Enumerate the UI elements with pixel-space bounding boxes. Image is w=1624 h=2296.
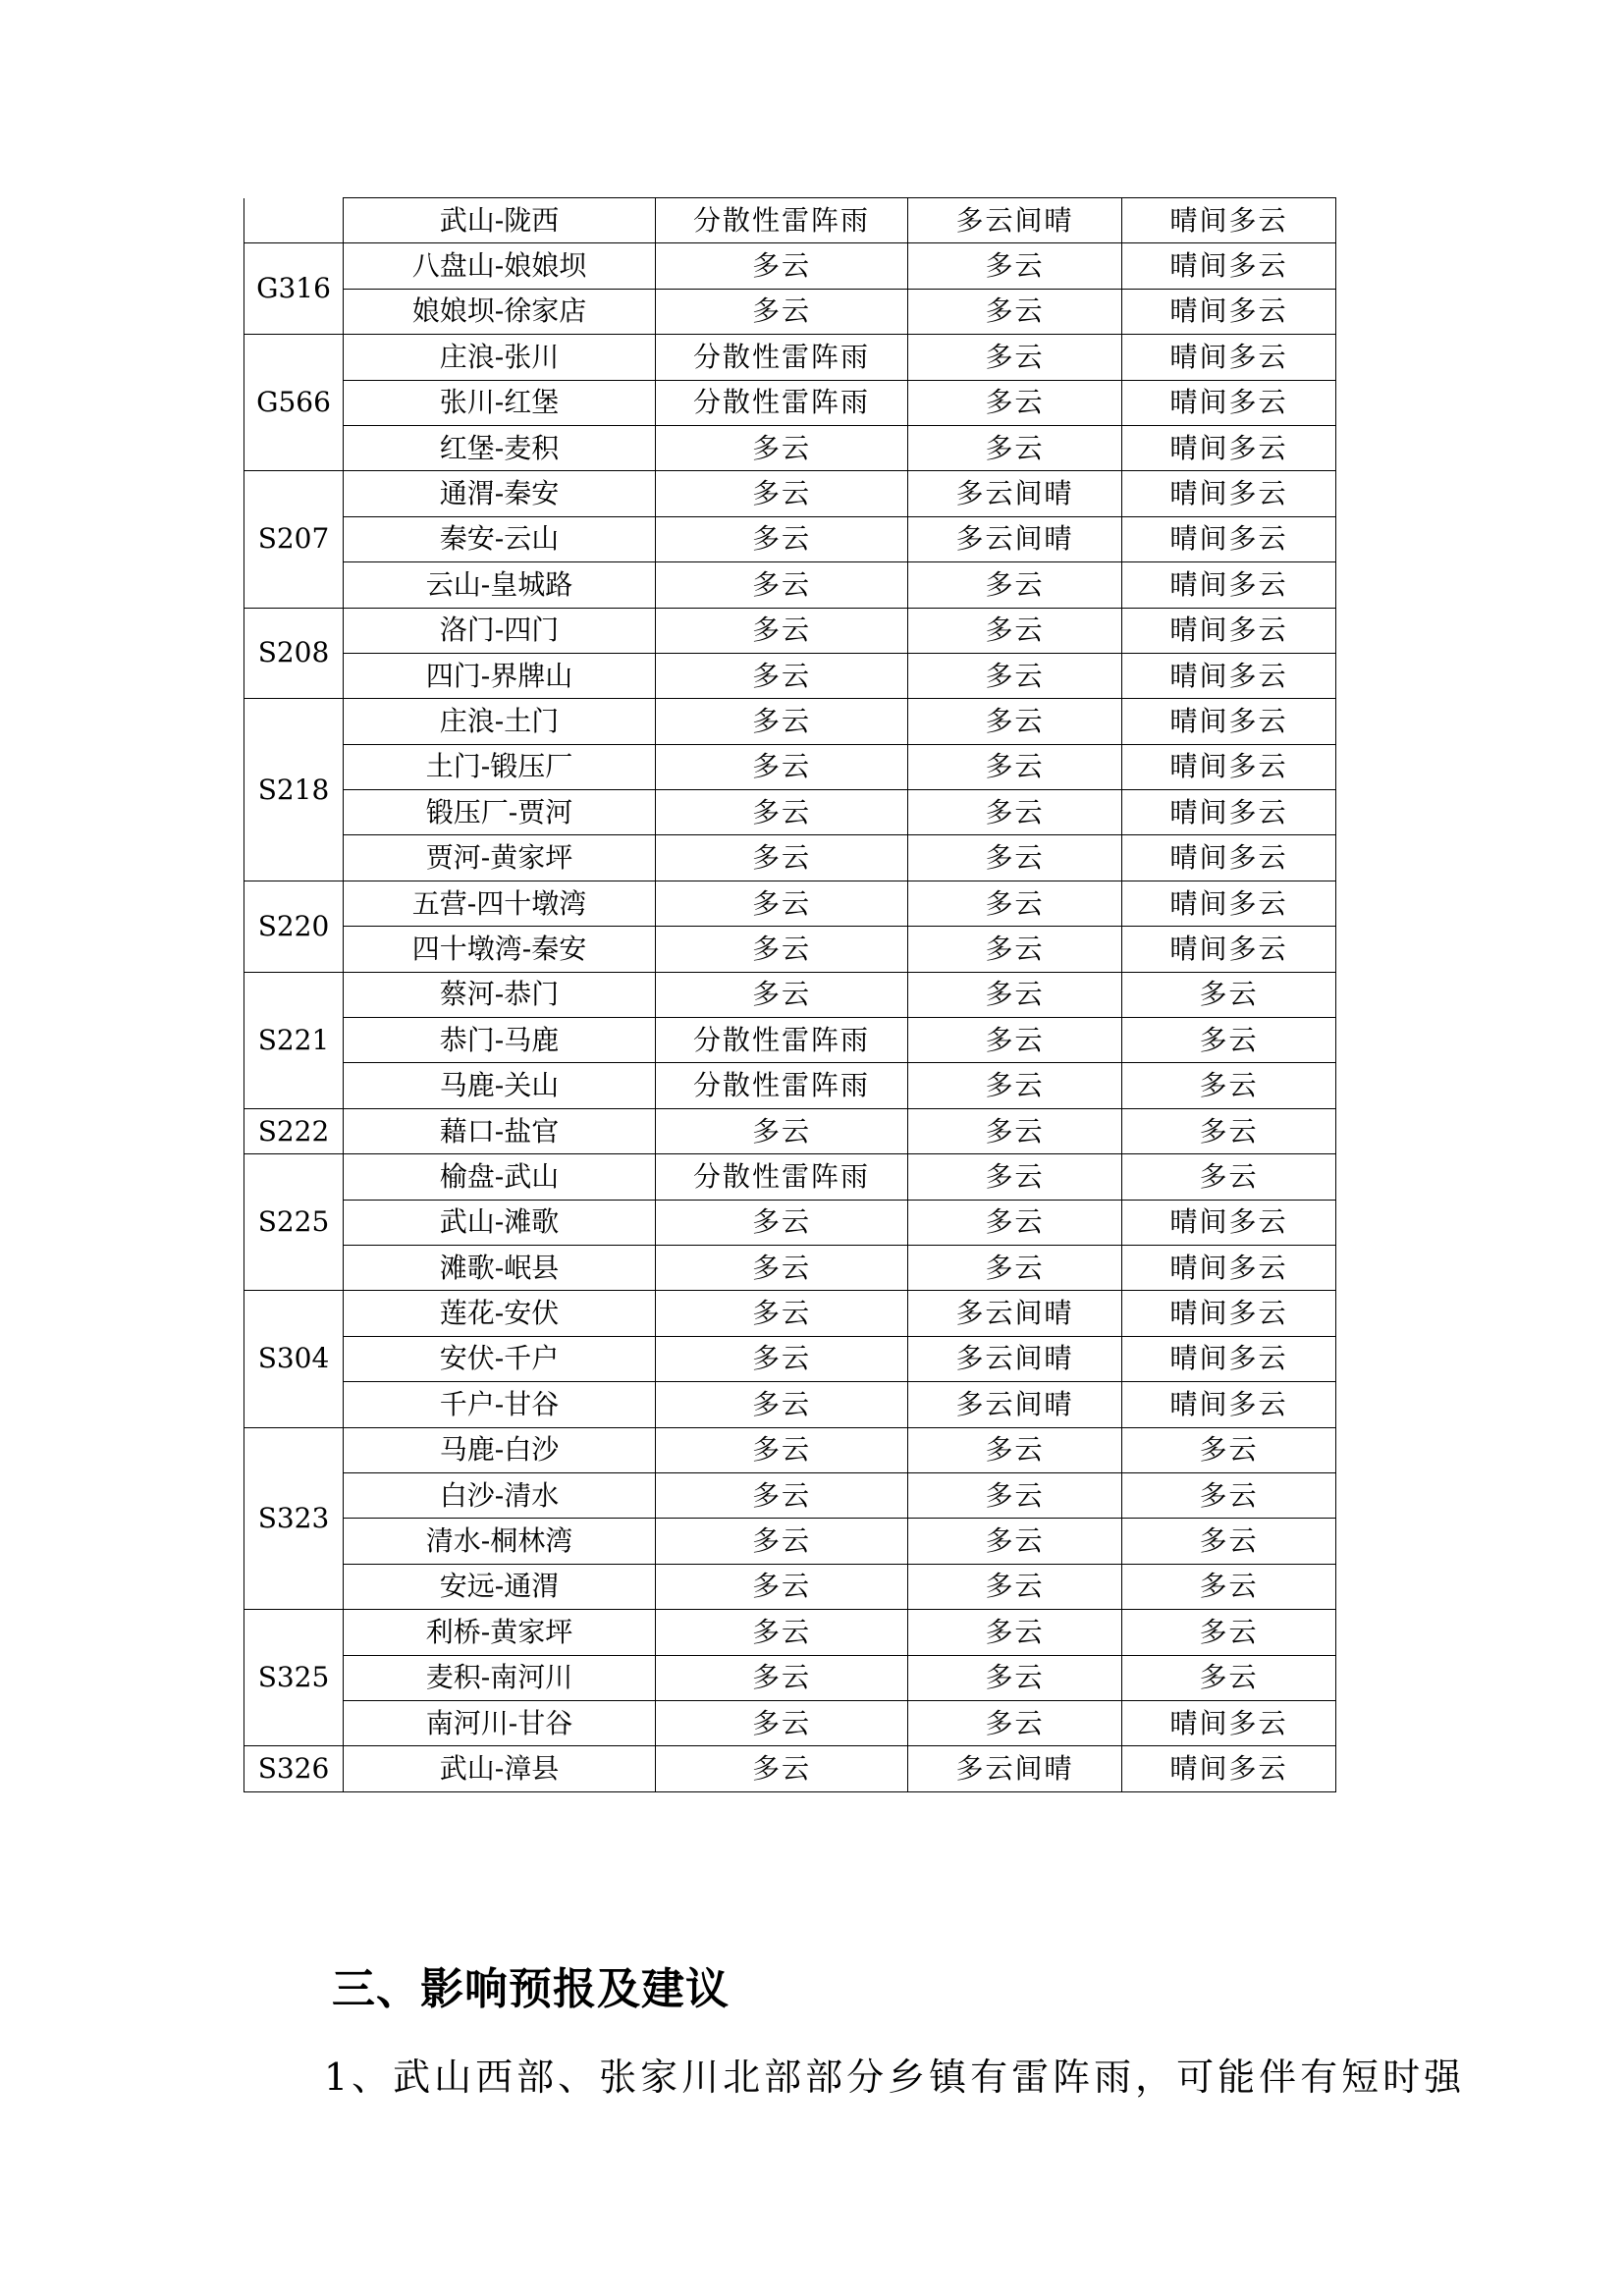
forecast-d3-cell: 晴间多云 bbox=[1122, 289, 1336, 334]
road-code-cell: S218 bbox=[244, 699, 344, 881]
road-segment-cell: 利桥-黄家坪 bbox=[344, 1610, 656, 1655]
road-segment-cell: 武山-漳县 bbox=[344, 1746, 656, 1791]
forecast-d2-cell: 多云 bbox=[908, 1519, 1122, 1564]
road-code-cell: S323 bbox=[244, 1427, 344, 1610]
forecast-d3-cell: 多云 bbox=[1122, 1472, 1336, 1518]
forecast-d2-cell: 多云 bbox=[908, 1610, 1122, 1655]
forecast-d3-cell: 晴间多云 bbox=[1122, 835, 1336, 881]
road-segment-cell: 云山-皇城路 bbox=[344, 562, 656, 608]
forecast-d1-cell: 多云 bbox=[656, 653, 908, 698]
forecast-d2-cell: 多云 bbox=[908, 653, 1122, 698]
table-row bbox=[244, 1655, 1336, 1700]
forecast-d1-cell: 多云 bbox=[656, 835, 908, 881]
forecast-d3-cell: 晴间多云 bbox=[1122, 425, 1336, 470]
road-segment-cell: 八盘山-娘娘坝 bbox=[344, 243, 656, 289]
forecast-d1-cell: 多云 bbox=[656, 516, 908, 561]
forecast-d1-cell: 多云 bbox=[656, 243, 908, 289]
road-segment-cell: 马鹿-白沙 bbox=[344, 1427, 656, 1472]
forecast-d1-cell: 多云 bbox=[656, 1108, 908, 1153]
forecast-d1-cell: 多云 bbox=[656, 1336, 908, 1381]
forecast-d2-cell: 多云 bbox=[908, 562, 1122, 608]
road-segment-cell: 滩歌-岷县 bbox=[344, 1245, 656, 1290]
road-code-cell: S222 bbox=[244, 1108, 344, 1153]
forecast-d2-cell: 多云 bbox=[908, 1108, 1122, 1153]
forecast-d3-cell: 晴间多云 bbox=[1122, 198, 1336, 243]
forecast-d3-cell: 晴间多云 bbox=[1122, 927, 1336, 972]
road-segment-cell: 锻压厂-贾河 bbox=[344, 790, 656, 835]
forecast-d3-cell: 多云 bbox=[1122, 1610, 1336, 1655]
road-code-cell: S220 bbox=[244, 881, 344, 972]
table-row bbox=[244, 1700, 1336, 1745]
forecast-d1-cell: 多云 bbox=[656, 289, 908, 334]
forecast-d2-cell: 多云 bbox=[908, 1700, 1122, 1745]
forecast-d2-cell: 多云 bbox=[908, 1063, 1122, 1108]
forecast-d2-cell: 多云 bbox=[908, 335, 1122, 380]
forecast-d2-cell: 多云 bbox=[908, 1200, 1122, 1245]
forecast-d3-cell: 晴间多云 bbox=[1122, 471, 1336, 516]
road-segment-cell: 通渭-秦安 bbox=[344, 471, 656, 516]
forecast-d3-cell: 多云 bbox=[1122, 1564, 1336, 1609]
forecast-d2-cell: 多云 bbox=[908, 699, 1122, 744]
forecast-d2-cell: 多云 bbox=[908, 1245, 1122, 1290]
forecast-d3-cell: 多云 bbox=[1122, 1018, 1336, 1063]
road-segment-cell: 红堡-麦积 bbox=[344, 425, 656, 470]
table-row bbox=[244, 1200, 1336, 1245]
forecast-d3-cell: 晴间多云 bbox=[1122, 380, 1336, 425]
table-row bbox=[244, 1382, 1336, 1427]
forecast-d1-cell: 多云 bbox=[656, 471, 908, 516]
road-segment-cell: 清水-桐林湾 bbox=[344, 1519, 656, 1564]
forecast-d2-cell: 多云间晴 bbox=[908, 516, 1122, 561]
road-code-cell: S326 bbox=[244, 1746, 344, 1791]
table-row bbox=[244, 198, 1336, 243]
forecast-d1-cell: 分散性雷阵雨 bbox=[656, 335, 908, 380]
forecast-d1-cell: 多云 bbox=[656, 1382, 908, 1427]
table-row bbox=[244, 1336, 1336, 1381]
road-segment-cell: 白沙-清水 bbox=[344, 1472, 656, 1518]
forecast-d3-cell: 多云 bbox=[1122, 1519, 1336, 1564]
road-code-cell: G316 bbox=[244, 243, 344, 335]
forecast-d2-cell: 多云 bbox=[908, 835, 1122, 881]
forecast-d1-cell: 多云 bbox=[656, 425, 908, 470]
forecast-d2-cell: 多云 bbox=[908, 1427, 1122, 1472]
forecast-d3-cell: 晴间多云 bbox=[1122, 1336, 1336, 1381]
forecast-d1-cell: 分散性雷阵雨 bbox=[656, 1063, 908, 1108]
forecast-d3-cell: 多云 bbox=[1122, 1154, 1336, 1200]
road-segment-cell: 安远-通渭 bbox=[344, 1564, 656, 1609]
forecast-d2-cell: 多云 bbox=[908, 1564, 1122, 1609]
forecast-d3-cell: 晴间多云 bbox=[1122, 243, 1336, 289]
table-row bbox=[244, 1610, 1336, 1655]
road-segment-cell: 马鹿-关山 bbox=[344, 1063, 656, 1108]
road-segment-cell: 莲花-安伏 bbox=[344, 1291, 656, 1336]
table-row bbox=[244, 243, 1336, 289]
road-segment-cell: 藉口-盐官 bbox=[344, 1108, 656, 1153]
forecast-d2-cell: 多云 bbox=[908, 608, 1122, 653]
forecast-d1-cell: 多云 bbox=[656, 699, 908, 744]
forecast-d2-cell: 多云间晴 bbox=[908, 198, 1122, 243]
forecast-d2-cell: 多云 bbox=[908, 881, 1122, 926]
table-row bbox=[244, 289, 1336, 334]
forecast-d3-cell: 晴间多云 bbox=[1122, 1200, 1336, 1245]
road-code-cell: S304 bbox=[244, 1291, 344, 1427]
forecast-d1-cell: 多云 bbox=[656, 1472, 908, 1518]
forecast-d2-cell: 多云 bbox=[908, 1655, 1122, 1700]
forecast-d3-cell: 多云 bbox=[1122, 972, 1336, 1017]
road-segment-cell: 四十墩湾-秦安 bbox=[344, 927, 656, 972]
table-row bbox=[244, 972, 1336, 1017]
forecast-d1-cell: 分散性雷阵雨 bbox=[656, 198, 908, 243]
forecast-d3-cell: 多云 bbox=[1122, 1108, 1336, 1153]
table-row bbox=[244, 1746, 1336, 1791]
forecast-d1-cell: 多云 bbox=[656, 608, 908, 653]
forecast-d2-cell: 多云间晴 bbox=[908, 1746, 1122, 1791]
forecast-d1-cell: 多云 bbox=[656, 562, 908, 608]
forecast-d1-cell: 分散性雷阵雨 bbox=[656, 1018, 908, 1063]
forecast-d3-cell: 多云 bbox=[1122, 1063, 1336, 1108]
road-segment-cell: 五营-四十墩湾 bbox=[344, 881, 656, 926]
road-segment-cell: 张川-红堡 bbox=[344, 380, 656, 425]
forecast-d2-cell: 多云间晴 bbox=[908, 1336, 1122, 1381]
table-row bbox=[244, 1154, 1336, 1200]
forecast-d1-cell: 分散性雷阵雨 bbox=[656, 380, 908, 425]
table-row bbox=[244, 699, 1336, 744]
table-row bbox=[244, 1564, 1336, 1609]
forecast-d2-cell: 多云间晴 bbox=[908, 471, 1122, 516]
table-row bbox=[244, 790, 1336, 835]
forecast-d2-cell: 多云 bbox=[908, 1018, 1122, 1063]
table-row bbox=[244, 927, 1336, 972]
forecast-d2-cell: 多云间晴 bbox=[908, 1291, 1122, 1336]
road-segment-cell: 洛门-四门 bbox=[344, 608, 656, 653]
forecast-d1-cell: 多云 bbox=[656, 790, 908, 835]
road-segment-cell: 蔡河-恭门 bbox=[344, 972, 656, 1017]
forecast-d3-cell: 晴间多云 bbox=[1122, 653, 1336, 698]
forecast-d1-cell: 多云 bbox=[656, 881, 908, 926]
forecast-d3-cell: 晴间多云 bbox=[1122, 1382, 1336, 1427]
road-segment-cell: 恭门-马鹿 bbox=[344, 1018, 656, 1063]
forecast-d1-cell: 多云 bbox=[656, 744, 908, 789]
road-code-cell: G566 bbox=[244, 335, 344, 471]
table-row bbox=[244, 744, 1336, 789]
forecast-d2-cell: 多云 bbox=[908, 1154, 1122, 1200]
table-row bbox=[244, 608, 1336, 653]
forecast-d1-cell: 多云 bbox=[656, 1655, 908, 1700]
table-row bbox=[244, 653, 1336, 698]
forecast-d3-cell: 多云 bbox=[1122, 1655, 1336, 1700]
table-row bbox=[244, 335, 1336, 380]
road-segment-cell: 庄浪-张川 bbox=[344, 335, 656, 380]
table-row bbox=[244, 1291, 1336, 1336]
road-segment-cell: 麦积-南河川 bbox=[344, 1655, 656, 1700]
table-row bbox=[244, 425, 1336, 470]
advice-paragraph: 1、武山西部、张家川北部部分乡镇有雷阵雨，可能伴有短时强 bbox=[324, 2056, 1466, 2099]
forecast-d2-cell: 多云 bbox=[908, 972, 1122, 1017]
table-row bbox=[244, 562, 1336, 608]
forecast-d3-cell: 晴间多云 bbox=[1122, 516, 1336, 561]
forecast-d3-cell: 晴间多云 bbox=[1122, 1746, 1336, 1791]
forecast-d1-cell: 多云 bbox=[656, 1746, 908, 1791]
section-heading: 三、影响预报及建议 bbox=[332, 1964, 730, 2014]
forecast-d1-cell: 多云 bbox=[656, 1564, 908, 1609]
forecast-d3-cell: 晴间多云 bbox=[1122, 608, 1336, 653]
forecast-d1-cell: 多云 bbox=[656, 1700, 908, 1745]
forecast-d2-cell: 多云 bbox=[908, 380, 1122, 425]
road-segment-cell: 千户-甘谷 bbox=[344, 1382, 656, 1427]
forecast-d1-cell: 多云 bbox=[656, 1245, 908, 1290]
forecast-d3-cell: 多云 bbox=[1122, 1427, 1336, 1472]
forecast-d1-cell: 多云 bbox=[656, 1200, 908, 1245]
road-segment-cell: 秦安-云山 bbox=[344, 516, 656, 561]
forecast-d1-cell: 多云 bbox=[656, 972, 908, 1017]
road-code-cell: S221 bbox=[244, 972, 344, 1108]
road-segment-cell: 四门-界牌山 bbox=[344, 653, 656, 698]
road-segment-cell: 榆盘-武山 bbox=[344, 1154, 656, 1200]
forecast-d3-cell: 晴间多云 bbox=[1122, 881, 1336, 926]
forecast-d3-cell: 晴间多云 bbox=[1122, 1700, 1336, 1745]
table-row bbox=[244, 516, 1336, 561]
forecast-table-body bbox=[244, 198, 1336, 1792]
table-row bbox=[244, 1108, 1336, 1153]
forecast-d3-cell: 晴间多云 bbox=[1122, 744, 1336, 789]
forecast-d2-cell: 多云 bbox=[908, 425, 1122, 470]
road-segment-cell: 贾河-黄家坪 bbox=[344, 835, 656, 881]
road-segment-cell: 南河川-甘谷 bbox=[344, 1700, 656, 1745]
forecast-d2-cell: 多云 bbox=[908, 1472, 1122, 1518]
forecast-d3-cell: 晴间多云 bbox=[1122, 1291, 1336, 1336]
forecast-d2-cell: 多云间晴 bbox=[908, 1382, 1122, 1427]
forecast-d3-cell: 晴间多云 bbox=[1122, 699, 1336, 744]
road-segment-cell: 庄浪-土门 bbox=[344, 699, 656, 744]
forecast-d2-cell: 多云 bbox=[908, 289, 1122, 334]
table-row bbox=[244, 1427, 1336, 1472]
road-code-cell: S325 bbox=[244, 1610, 344, 1746]
table-row bbox=[244, 380, 1336, 425]
road-segment-cell: 土门-锻压厂 bbox=[344, 744, 656, 789]
forecast-d1-cell: 多云 bbox=[656, 1427, 908, 1472]
forecast-d2-cell: 多云 bbox=[908, 243, 1122, 289]
forecast-table bbox=[244, 197, 1336, 1792]
road-segment-cell: 安伏-千户 bbox=[344, 1336, 656, 1381]
road-code-cell: S208 bbox=[244, 608, 344, 699]
forecast-d1-cell: 多云 bbox=[656, 927, 908, 972]
forecast-d2-cell: 多云 bbox=[908, 744, 1122, 789]
forecast-d1-cell: 分散性雷阵雨 bbox=[656, 1154, 908, 1200]
forecast-d1-cell: 多云 bbox=[656, 1610, 908, 1655]
forecast-d2-cell: 多云 bbox=[908, 790, 1122, 835]
road-code-cell: S207 bbox=[244, 471, 344, 608]
road-segment-cell: 武山-滩歌 bbox=[344, 1200, 656, 1245]
forecast-d1-cell: 多云 bbox=[656, 1519, 908, 1564]
table-row bbox=[244, 1063, 1336, 1108]
road-code-cell bbox=[244, 198, 344, 243]
table-row bbox=[244, 471, 1336, 516]
table-row bbox=[244, 881, 1336, 926]
table-row bbox=[244, 1018, 1336, 1063]
forecast-d3-cell: 晴间多云 bbox=[1122, 562, 1336, 608]
table-row bbox=[244, 1472, 1336, 1518]
forecast-d3-cell: 晴间多云 bbox=[1122, 335, 1336, 380]
road-segment-cell: 武山-陇西 bbox=[344, 198, 656, 243]
table-row bbox=[244, 1519, 1336, 1564]
table-row bbox=[244, 835, 1336, 881]
road-segment-cell: 娘娘坝-徐家店 bbox=[344, 289, 656, 334]
forecast-d2-cell: 多云 bbox=[908, 927, 1122, 972]
forecast-d3-cell: 晴间多云 bbox=[1122, 1245, 1336, 1290]
road-code-cell: S225 bbox=[244, 1154, 344, 1291]
forecast-d1-cell: 多云 bbox=[656, 1291, 908, 1336]
forecast-d3-cell: 晴间多云 bbox=[1122, 790, 1336, 835]
table-row bbox=[244, 1245, 1336, 1290]
